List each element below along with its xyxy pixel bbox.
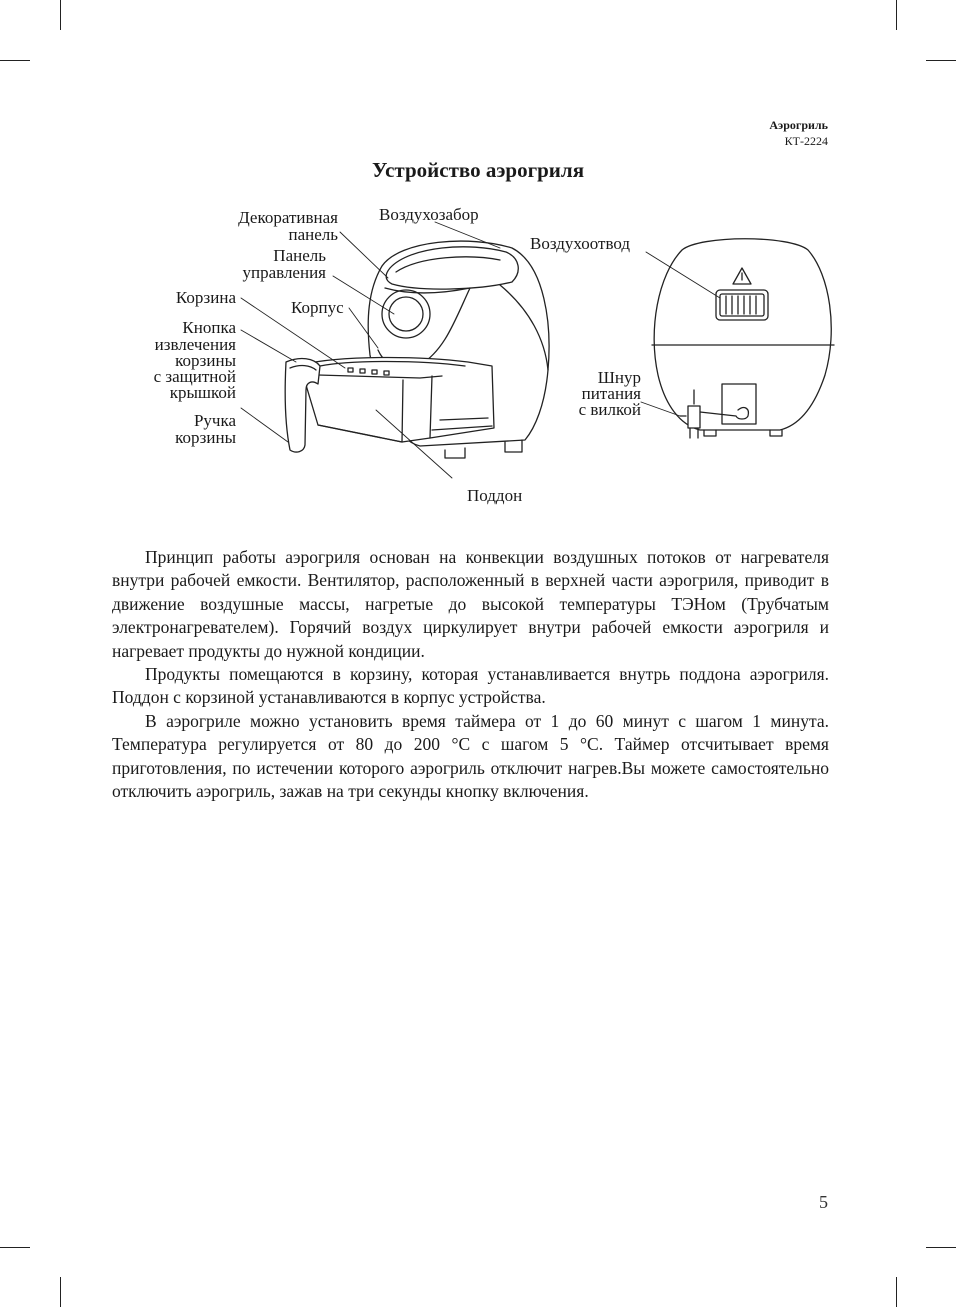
model-number: КТ-2224 [784, 134, 828, 148]
crop-mark [896, 0, 897, 30]
label-release-button: с защитной [153, 367, 236, 386]
label-basket: Корзина [175, 288, 236, 307]
air-fryer-diagram [0, 190, 956, 520]
crop-mark [0, 1247, 30, 1248]
crop-mark [60, 1277, 61, 1307]
label-decorative-panel: Декоративная [238, 208, 338, 227]
drawer-illustration [285, 357, 494, 452]
body-text [112, 546, 829, 803]
label-release-button: корзины [175, 351, 236, 370]
label-air-intake: Воздухозабор [379, 205, 479, 224]
crop-mark [926, 1247, 956, 1248]
label-power-cord: с вилкой [578, 400, 641, 419]
label-control-panel: Панель [273, 246, 326, 265]
label-housing: Корпус [291, 298, 344, 317]
page-number: 5 [819, 1192, 828, 1212]
paragraph: В аэрогриле можно установить время таймера от 1 до 60 минут с шагом 1 минута. Температура регулируется от 80 до 200 °С с шагом 5 °С. Таймер отсчитывает время приготовления, по истечении которого аэрогриль отключит нагрев.Вы можете самостоятельно отключить аэрогриль, зажав на три секунды кнопку включения. [112, 710, 829, 802]
paragraph: Продукты помещаются в корзину, которая устанавливается внутрь поддона аэрогриля. Поддон с корзиной устанавливаются в корпус устройства. [112, 664, 829, 708]
running-header [769, 117, 828, 149]
label-power-cord: Шнур [597, 368, 641, 387]
label-basket-handle: корзины [175, 428, 236, 447]
label-decorative-panel: панель [288, 225, 338, 244]
label-release-button: извлечения [154, 335, 236, 354]
back-view-illustration [652, 239, 834, 438]
label-drip-tray: Поддон [467, 486, 523, 505]
crop-mark [896, 1277, 897, 1307]
crop-mark [60, 0, 61, 30]
paragraph: Принцип работы аэрогриля основан на конвекции воздушных потоков от нагревателя внутри рабочей емкости. Вентилятор, расположенный в верхней части аэрогриля, приводит в движение воздушные массы, нагретые до высокой температуры ТЭНом (Трубчатым электронагревателем). Горячий воздух циркулирует внутри рабочей емкости аэрогриля и нагревает продукты до нужной кондиции. [112, 547, 829, 661]
label-air-outlet: Воздухоотвод [530, 234, 631, 253]
crop-mark [0, 60, 30, 61]
label-release-button: крышкой [169, 383, 236, 402]
label-release-button: Кнопка [182, 318, 236, 337]
product-name: Аэрогриль [769, 118, 828, 132]
section-title: Устройство аэрогриля [371, 158, 585, 182]
label-basket-handle: Ручка [193, 411, 236, 430]
crop-mark [926, 60, 956, 61]
label-control-panel: управления [242, 263, 326, 282]
label-power-cord: питания [581, 384, 641, 403]
